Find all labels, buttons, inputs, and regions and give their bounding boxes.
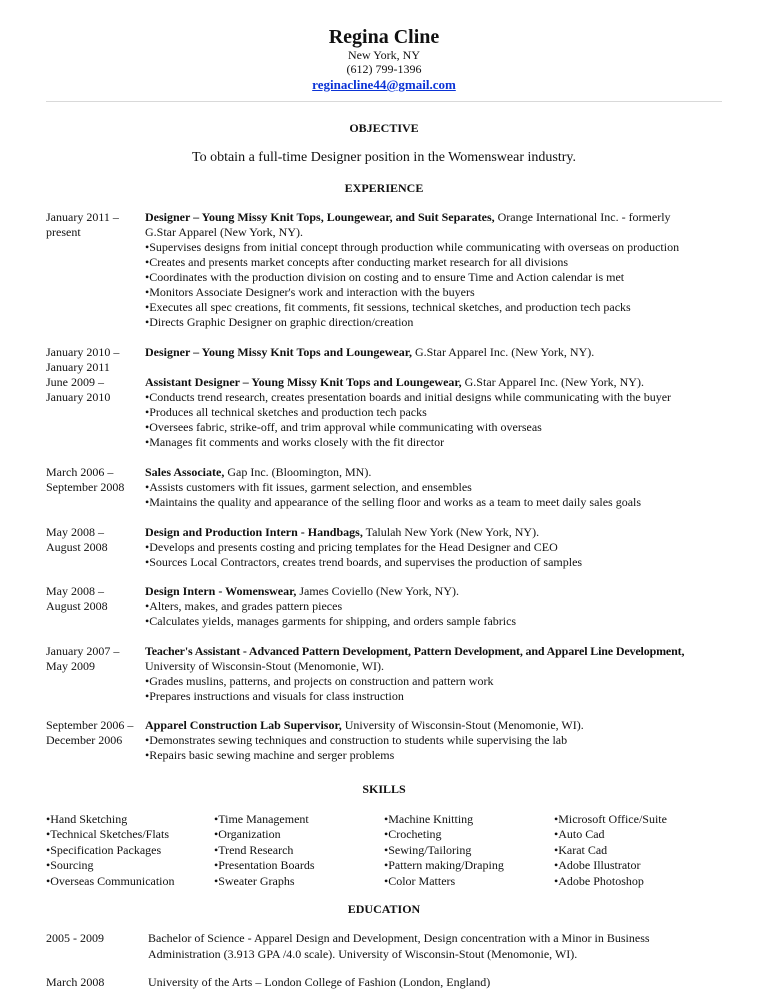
section-heading-education: EDUCATION [347, 902, 421, 916]
employer: Gap Inc. (Bloomington, MN). [224, 465, 372, 479]
skill-item: •Sweater Graphs [214, 873, 295, 888]
experience-date: May 2008 – August 2008 [46, 525, 108, 554]
skill-item: •Overseas Communication [46, 873, 175, 888]
skill-item: •Karat Cad [554, 842, 608, 857]
employer: University of Wisconsin-Stout (Menomonie, WI). [341, 718, 584, 732]
experience-date: September 2006 – December 2006 [46, 718, 134, 747]
skills-column [554, 812, 667, 889]
job-title: Design Intern - Womenswear, [145, 584, 297, 598]
employer: G.Star Apparel Inc. (New York, NY). [411, 345, 595, 359]
job-title: Sales Associate, [145, 465, 225, 479]
header-divider [46, 101, 722, 102]
duty-bullet: •Sources Local Contractors, creates trend boards, and supervises the production of samples [145, 555, 583, 569]
job-title: Design and Production Intern - Handbags, [145, 525, 363, 539]
experience-date: June 2009 – January 2010 [46, 375, 111, 404]
skills-column [214, 812, 315, 889]
experience-date: January 2010 – January 2011 [46, 345, 120, 374]
duty-bullet: •Demonstrates sewing techniques and construction to students while supervising the lab [145, 733, 568, 747]
experience-date: March 2006 – September 2008 [46, 465, 125, 494]
skill-item: •Adobe Photoshop [554, 873, 644, 888]
skill-item: •Pattern making/Draping [384, 858, 504, 873]
duty-bullet: •Develops and presents costing and pricing templates for the Head Designer and CEO [145, 540, 558, 554]
skill-item: •Time Management [214, 812, 309, 826]
skill-item: •Hand Sketching [46, 812, 128, 826]
skill-item: •Technical Sketches/Flats [46, 827, 169, 842]
duty-bullet: •Monitors Associate Designer's work and interaction with the buyers [145, 285, 475, 299]
duty-bullet: •Coordinates with the production division on costing and to ensure Time and Action calendar is met [145, 270, 625, 284]
skill-item: •Auto Cad [554, 827, 605, 842]
duty-bullet: •Creates and presents market concepts after conducting market research for all divisions [145, 255, 569, 269]
section-heading-experience: EXPERIENCE [344, 181, 424, 195]
skills-column [46, 812, 175, 889]
job-title: Teacher's Assistant - Advanced Pattern Development, Pattern Development, and Apparel Line Development, [145, 644, 685, 658]
employer: G.Star Apparel Inc. (New York, NY). [461, 375, 644, 389]
duty-bullet: •Oversees fabric, strike-off, and trim approval while communicating with overseas [145, 420, 542, 434]
duty-bullet: •Maintains the quality and appearance of the selling floor and works as a team to meet daily sales goals [145, 495, 642, 509]
skill-item: •Sewing/Tailoring [384, 842, 472, 857]
duty-bullet: •Prepares instructions and visuals for class instruction [145, 689, 404, 703]
skill-item: •Color Matters [384, 873, 456, 888]
skill-item: •Trend Research [214, 842, 294, 857]
employer-continued: University of Wisconsin-Stout (Menomonie, WI). [145, 659, 385, 673]
candidate-name: Regina Cline [328, 26, 440, 48]
duty-bullet: •Alters, makes, and grades pattern pieces [145, 599, 343, 613]
location: New York, NY [347, 48, 420, 62]
duty-bullet: •Grades muslins, patterns, and projects on construction and pattern work [145, 674, 494, 688]
duty-bullet: •Produces all technical sketches and production tech packs [145, 405, 427, 419]
duty-bullet: •Calculates yields, manages garments for shipping, and orders sample fabrics [145, 614, 517, 628]
job-title: Assistant Designer – Young Missy Knit Tops and Loungewear, [145, 375, 462, 389]
employer: James Coviello (New York, NY). [296, 584, 459, 598]
employer: Orange International Inc. - formerly [494, 210, 671, 224]
experience-date: January 2011 – present [46, 210, 119, 239]
job-title: Designer – Young Missy Knit Tops, Loungewear, and Suit Separates, [145, 210, 495, 224]
experience-date: January 2007 – May 2009 [46, 644, 120, 673]
skill-item: •Specification Packages [46, 842, 162, 857]
skill-item: •Crocheting [384, 827, 442, 842]
resume-header [0, 26, 768, 94]
skill-item: •Organization [214, 827, 281, 842]
duty-bullet: •Conducts trend research, creates presentation boards and initial designs while communicating with the buyer [145, 390, 672, 404]
duty-bullet: •Supervises designs from initial concept through production while communicating with overseas on production [145, 240, 680, 254]
section-heading-objective: OBJECTIVE [349, 121, 419, 135]
education-date: March 2008 [46, 975, 105, 989]
employer: Talulah New York (New York, NY). [362, 525, 540, 539]
skill-item: •Microsoft Office/Suite [554, 812, 667, 826]
objective-text: To obtain a full-time Designer position in the Womenswear industry. [192, 150, 576, 165]
duty-bullet: •Assists customers with fit issues, garment selection, and ensembles [145, 480, 472, 494]
skill-item: •Adobe Illustrator [554, 858, 641, 873]
duty-bullet: •Repairs basic sewing machine and serger problems [145, 748, 395, 762]
duty-bullet: •Directs Graphic Designer on graphic direction/creation [145, 315, 414, 329]
section-heading-skills: SKILLS [362, 782, 406, 796]
duty-bullet: •Executes all spec creations, fit comments, fit sessions, technical sketches, and production tech packs [145, 300, 631, 314]
education-line: Bachelor of Science - Apparel Design and Development, Design concentration with a Minor in Business [148, 931, 650, 945]
education-line: University of the Arts – London College of Fashion (London, England) [148, 975, 491, 989]
skill-item: •Machine Knitting [384, 812, 474, 826]
skill-item: •Presentation Boards [214, 858, 315, 873]
skills-column [384, 812, 504, 889]
education-date: 2005 - 2009 [46, 931, 104, 945]
skill-item: •Sourcing [46, 858, 94, 873]
duty-bullet: •Manages fit comments and works closely with the fit director [145, 435, 445, 449]
experience-date: May 2008 – August 2008 [46, 584, 108, 613]
phone: (612) 799-1396 [346, 62, 422, 76]
email-link[interactable]: reginacline44@gmail.com [312, 77, 456, 92]
job-title: Designer – Young Missy Knit Tops and Loungewear, [145, 345, 412, 359]
employer-continued: G.Star Apparel (New York, NY). [145, 225, 303, 239]
job-title: Apparel Construction Lab Supervisor, [145, 718, 342, 732]
education-line: Administration (3.913 GPA /4.0 scale). University of Wisconsin-Stout (Menomonie, WI). [148, 946, 578, 961]
